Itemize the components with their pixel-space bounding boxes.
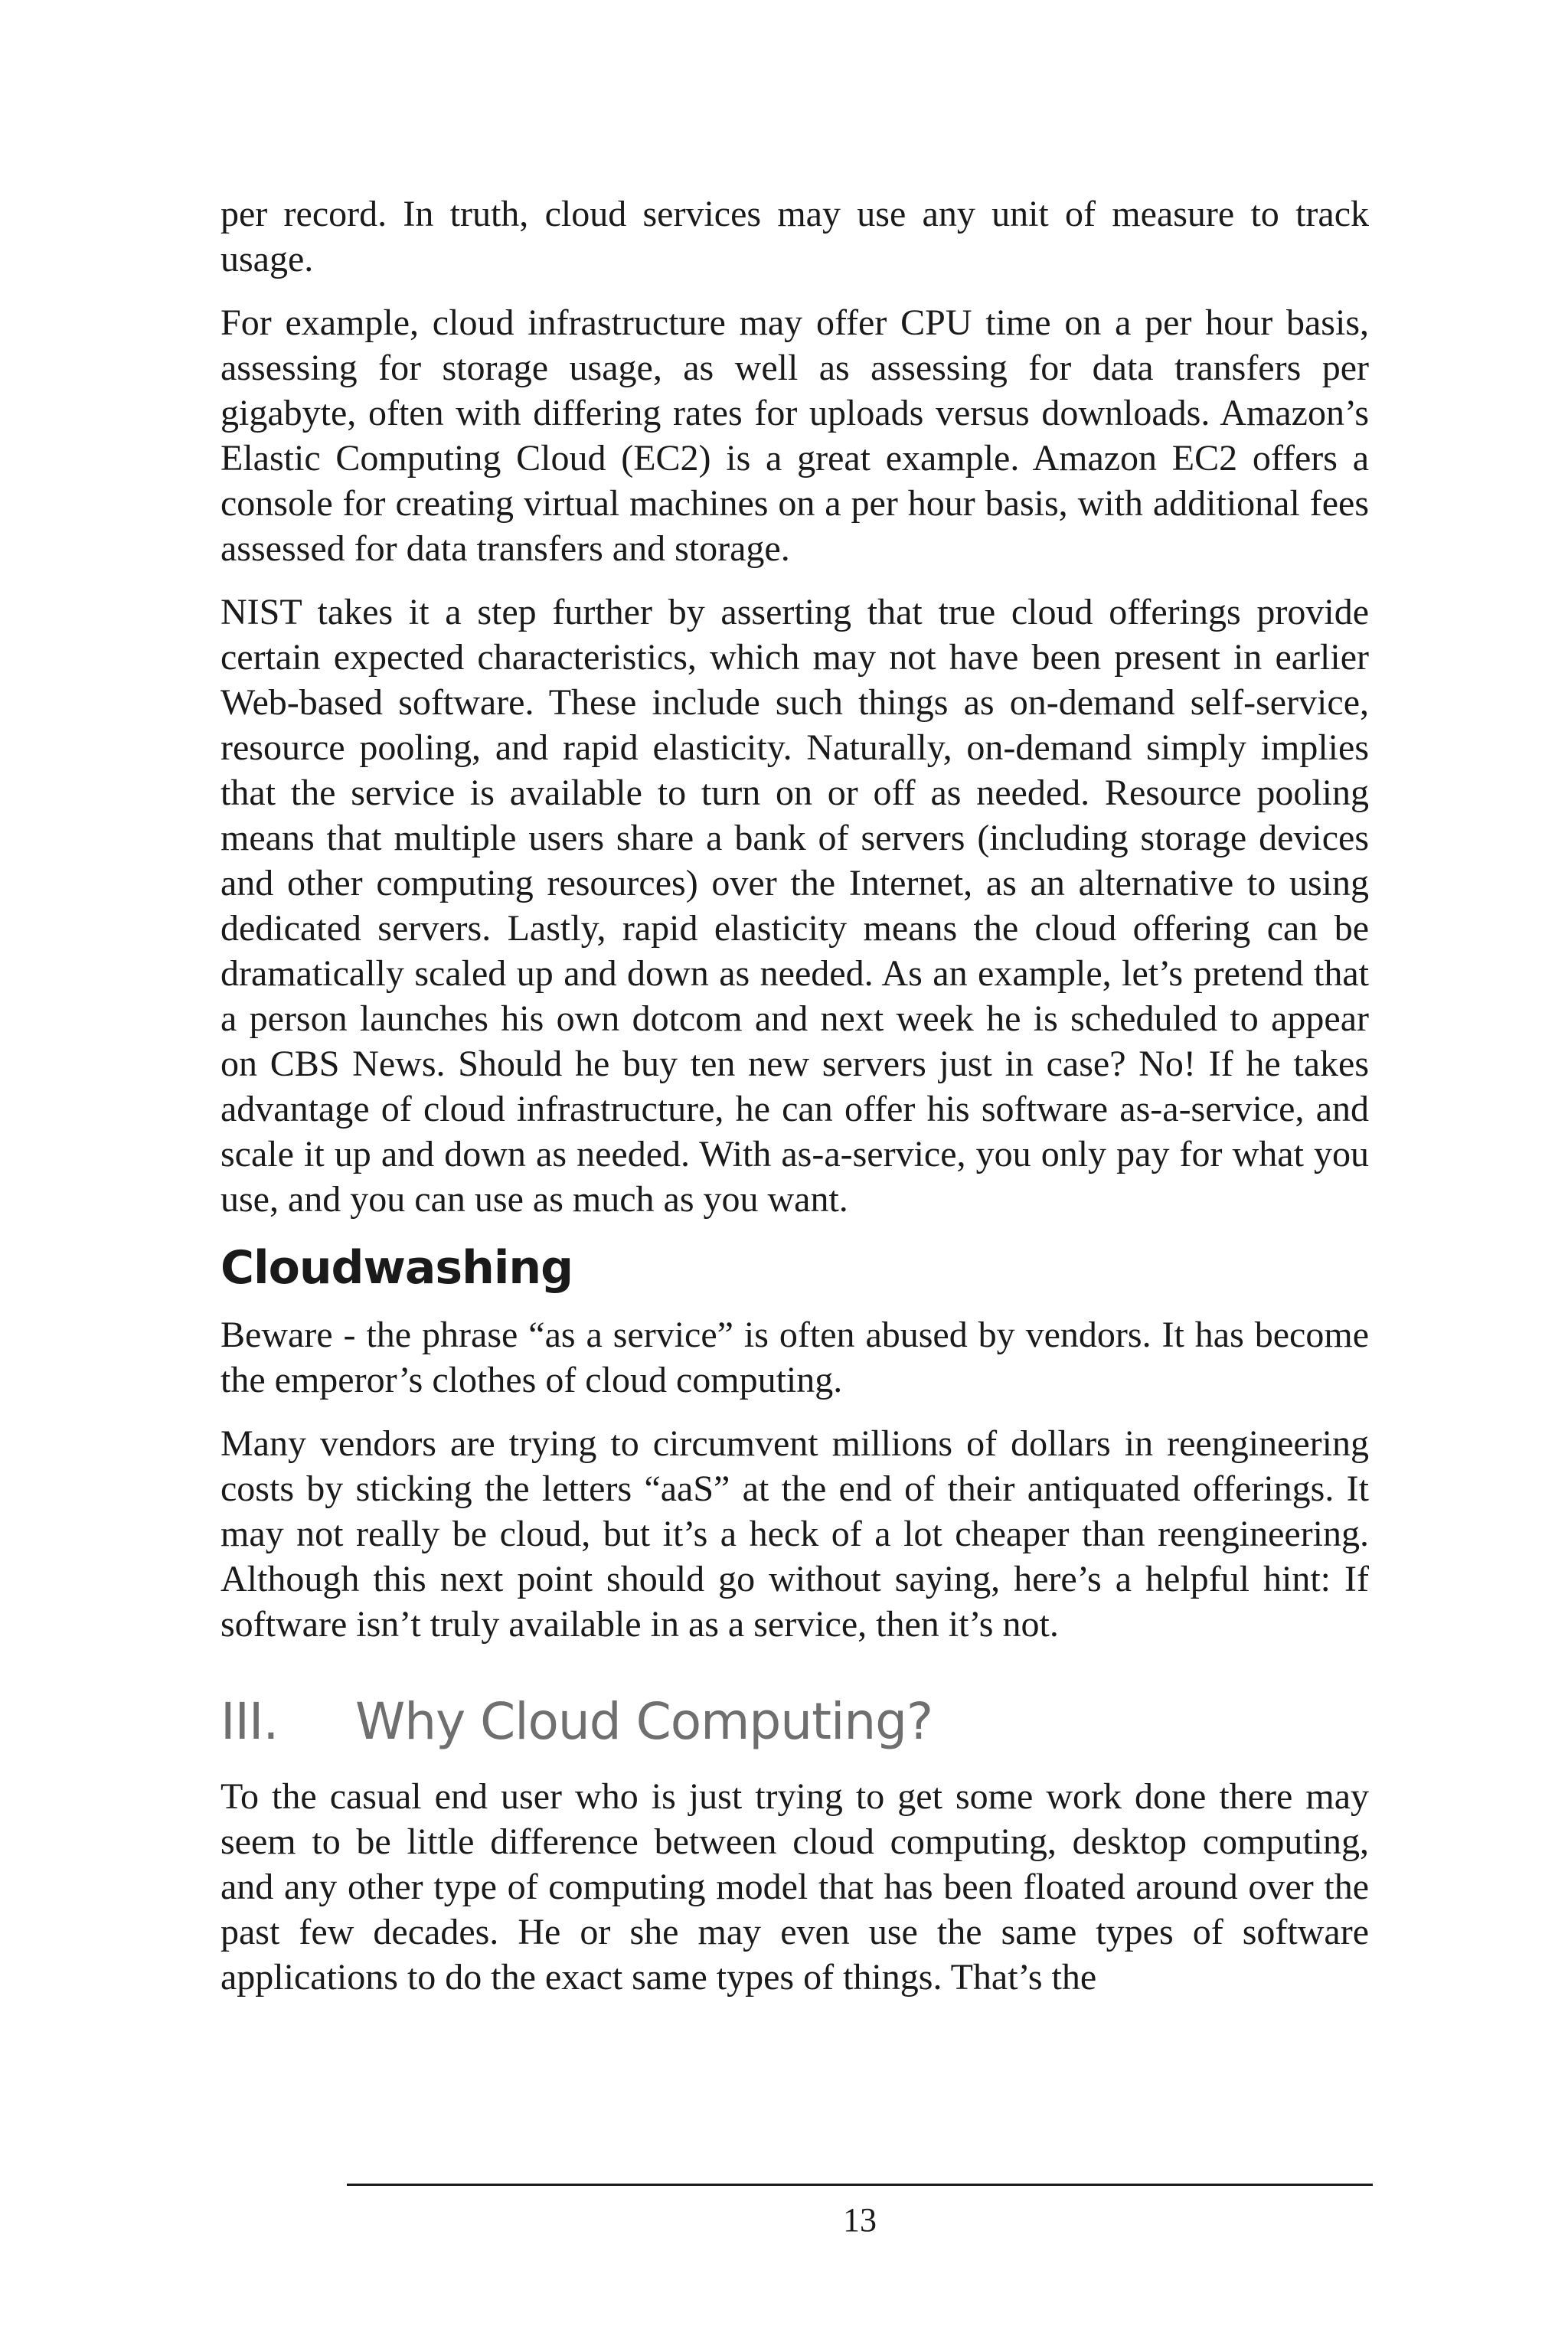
page-number: 13 [843,2201,877,2239]
footer-rule [347,2184,1373,2186]
body-paragraph: Many vendors are trying to circumvent millions of dollars in reengineering costs by sticking the letters “aaS” at the end of their antiquated offerings. It may not really be cloud, but it’s a heck of a lot cheaper than reengineering. Although this next point should go without saying, here’s a helpful hint: If software isn’t truly available in as a service, then it’s not. [220,1423,1369,1645]
body-paragraph: To the casual end user who is just trying to get some work done there may seem to be little difference between cloud computing, desktop computing, and any other type of computing model that has been floated around over the past few decades. He or she may even use the same types of software applications to do the exact same types of things. That’s the [220,1776,1369,1998]
body-paragraph: NIST takes it a step further by asserting that true cloud offerings provide certain expected characteristics, which may not have been present in earlier Web-based software. These include such things as on-demand self-service, resource pooling, and rapid elasticity. Naturally, on-demand simply implies that the service is available to turn on or off as needed. Resource pooling means that multiple users share a bank of servers (including storage devices and other computing resources) over the Internet, as an alternative to using dedicated servers. Lastly, rapid elasticity means the cloud offering can be dramatically scaled up and down as needed. As an example, let’s pretend that a person launches his own dotcom and next week he is scheduled to appear on CBS News. Should he buy ten new servers just in case? No! If he takes advantage of cloud infrastructure, he can offer his software as-a-service, and scale it up and down as needed. With as-a-service, you only pay for what you use, and you can use as much as you want. [220,592,1369,1220]
body-paragraph: For example, cloud infrastructure may offer CPU time on a per hour basis, assessing for storage usage, as well as assessing for data transfers per gigabyte, often with differing rates for uploads versus downloads. Amazon’s Elastic Computing Cloud (EC2) is a great example. Amazon EC2 offers a console for creating virtual machines on a per hour basis, with additional fees assessed for data transfers and storage. [220,302,1369,569]
chapter-number: III. [220,1692,279,1751]
page-body [220,191,1369,2018]
body-paragraph: per record. In truth, cloud services may use any unit of measure to track usage. [220,194,1369,279]
chapter-title: Why Cloud Computing? [355,1692,933,1751]
chapter-heading [220,1691,1369,1753]
section-heading: Cloudwashing [220,1241,573,1295]
body-paragraph: Beware - the phrase “as a service” is often abused by vendors. It has become the emperor’s clothes of cloud computing. [220,1315,1369,1400]
